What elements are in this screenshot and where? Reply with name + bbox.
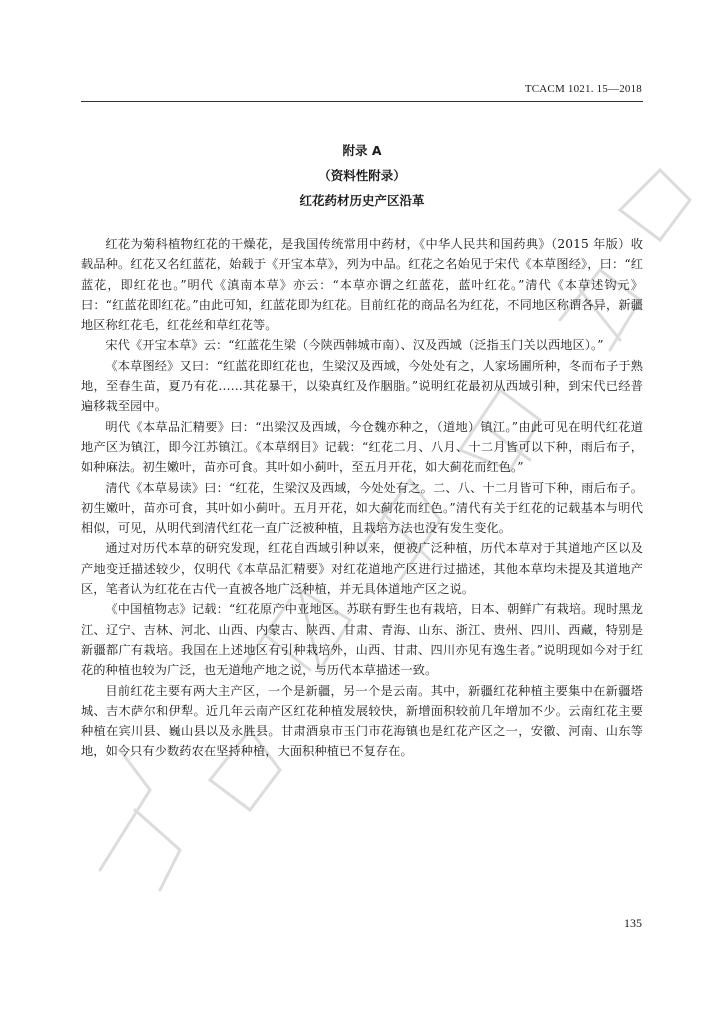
paragraph: 红花为菊科植物红花的干燥花，是我国传统常用中药材，《中华人民共和国药典》（2015 年版）收载品种。红花又名红蓝花，始载于《开宝本草》，列为中品。红花之名始见于宋代《本草图经》，曰：“红蓝花，即红花也。”明代《滇南本草》亦云：“本草亦谓之红蓝花，蓝叶红花。”清代《本草述钩元》曰：“红蓝花即红花。”由此可知，红蓝花即为红花。目前红花的商品名为红花，不同地区称谓各异，新疆地区称红花毛，红花丝和草红花等。 (81, 237, 643, 333)
paragraph: 通过对历代本草的研究发现，红花自西域引种以来，便被广泛种植，历代本草对于其道地产区以及产地变迁描述较少，仅明代《本草品汇精要》对红花道地产区进行过描述，其他本草均未提及其道地产区，笔者认为红花在古代一直被各地广泛种植，并无具体道地产区之说。 (81, 541, 643, 597)
header-rule (81, 101, 643, 102)
paragraph: 清代《本草易读》曰：“红花，生梁汉及西域，今处处有之。二、八、十二月皆可下种，雨后布子。初生嫩叶，苗亦可食，其叶如小蓟叶。五月开花，如大蓟花而红色。”清代有关于红花的记载基本与明代相似，可见，从明代到清代红花一直广泛被种植，且栽培方法也没有发生变化。 (81, 480, 643, 536)
appendix-title: 红花药材历史产区沿革 (299, 193, 425, 208)
paragraph: 《中国植物志》记载：“红花原产中亚地区。苏联有野生也有栽培，日本、朝鲜广有栽培。现时黑龙江、辽宁、吉林、河北、山西、内蒙古、陕西、甘肃、青海、山东、浙江、贵州、四川、西藏，特别是新疆都广有栽培。我国在上述地区有引种栽培外，山西、甘肃、四川亦见有逸生者。”说明现如今对于红花的种植也较为广泛，也无道地产地之说，与历代本草描述一致。 (81, 602, 643, 678)
paragraph: 《本草图经》又曰：“红蓝花即红花也，生梁汉及西域，今处处有之，人家场圃所种，冬而布子于熟地，至春生苗，夏乃有花……其花暴干，以染真红及作胭脂。”说明红花最初从西域引种，到宋代已经普遍移栽至园中。 (81, 358, 643, 414)
appendix-heading (81, 143, 643, 208)
standard-code: TCACM 1021. 15—2018 (524, 83, 642, 95)
appendix-type: （资料性附录） (318, 168, 406, 183)
paragraph: 目前红花主要有两大主产区，一个是新疆，另一个是云南。其中，新疆红花种植主要集中在新疆塔城、吉木萨尔和伊犁。近几年云南产区红花种植发展较快，新增面积较前几年增加不少。云南红花主要种植在宾川县、巍山县以及永胜县。甘肃酒泉市玉门市花海镇也是红花产区之一，安徽、河南、山东等地，如今只有少数药农在坚持种植，大面积种植已不复存在。 (81, 683, 643, 759)
appendix-label: 附录 A (342, 143, 382, 158)
paragraph: 明代《本草品汇精要》曰：“出梁汉及西域，今仓魏亦种之，（道地）镇江。”由此可见在明代红花道地产区为镇江，即今江苏镇江。《本草纲目》记载：“红花二月、八月、十二月皆可以下种，雨后布子，如种麻法。初生嫩叶，苗亦可食。其叶如小蓟叶，至五月开花，如大蓟花而红色。” (81, 419, 643, 475)
body-text (81, 234, 643, 762)
page-number: 135 (624, 916, 642, 930)
paragraph: 宋代《开宝本草》云：“红蓝花生梁（今陕西韩城市南）、汉及西域（泛指玉门关以西地区）。” (105, 338, 604, 353)
